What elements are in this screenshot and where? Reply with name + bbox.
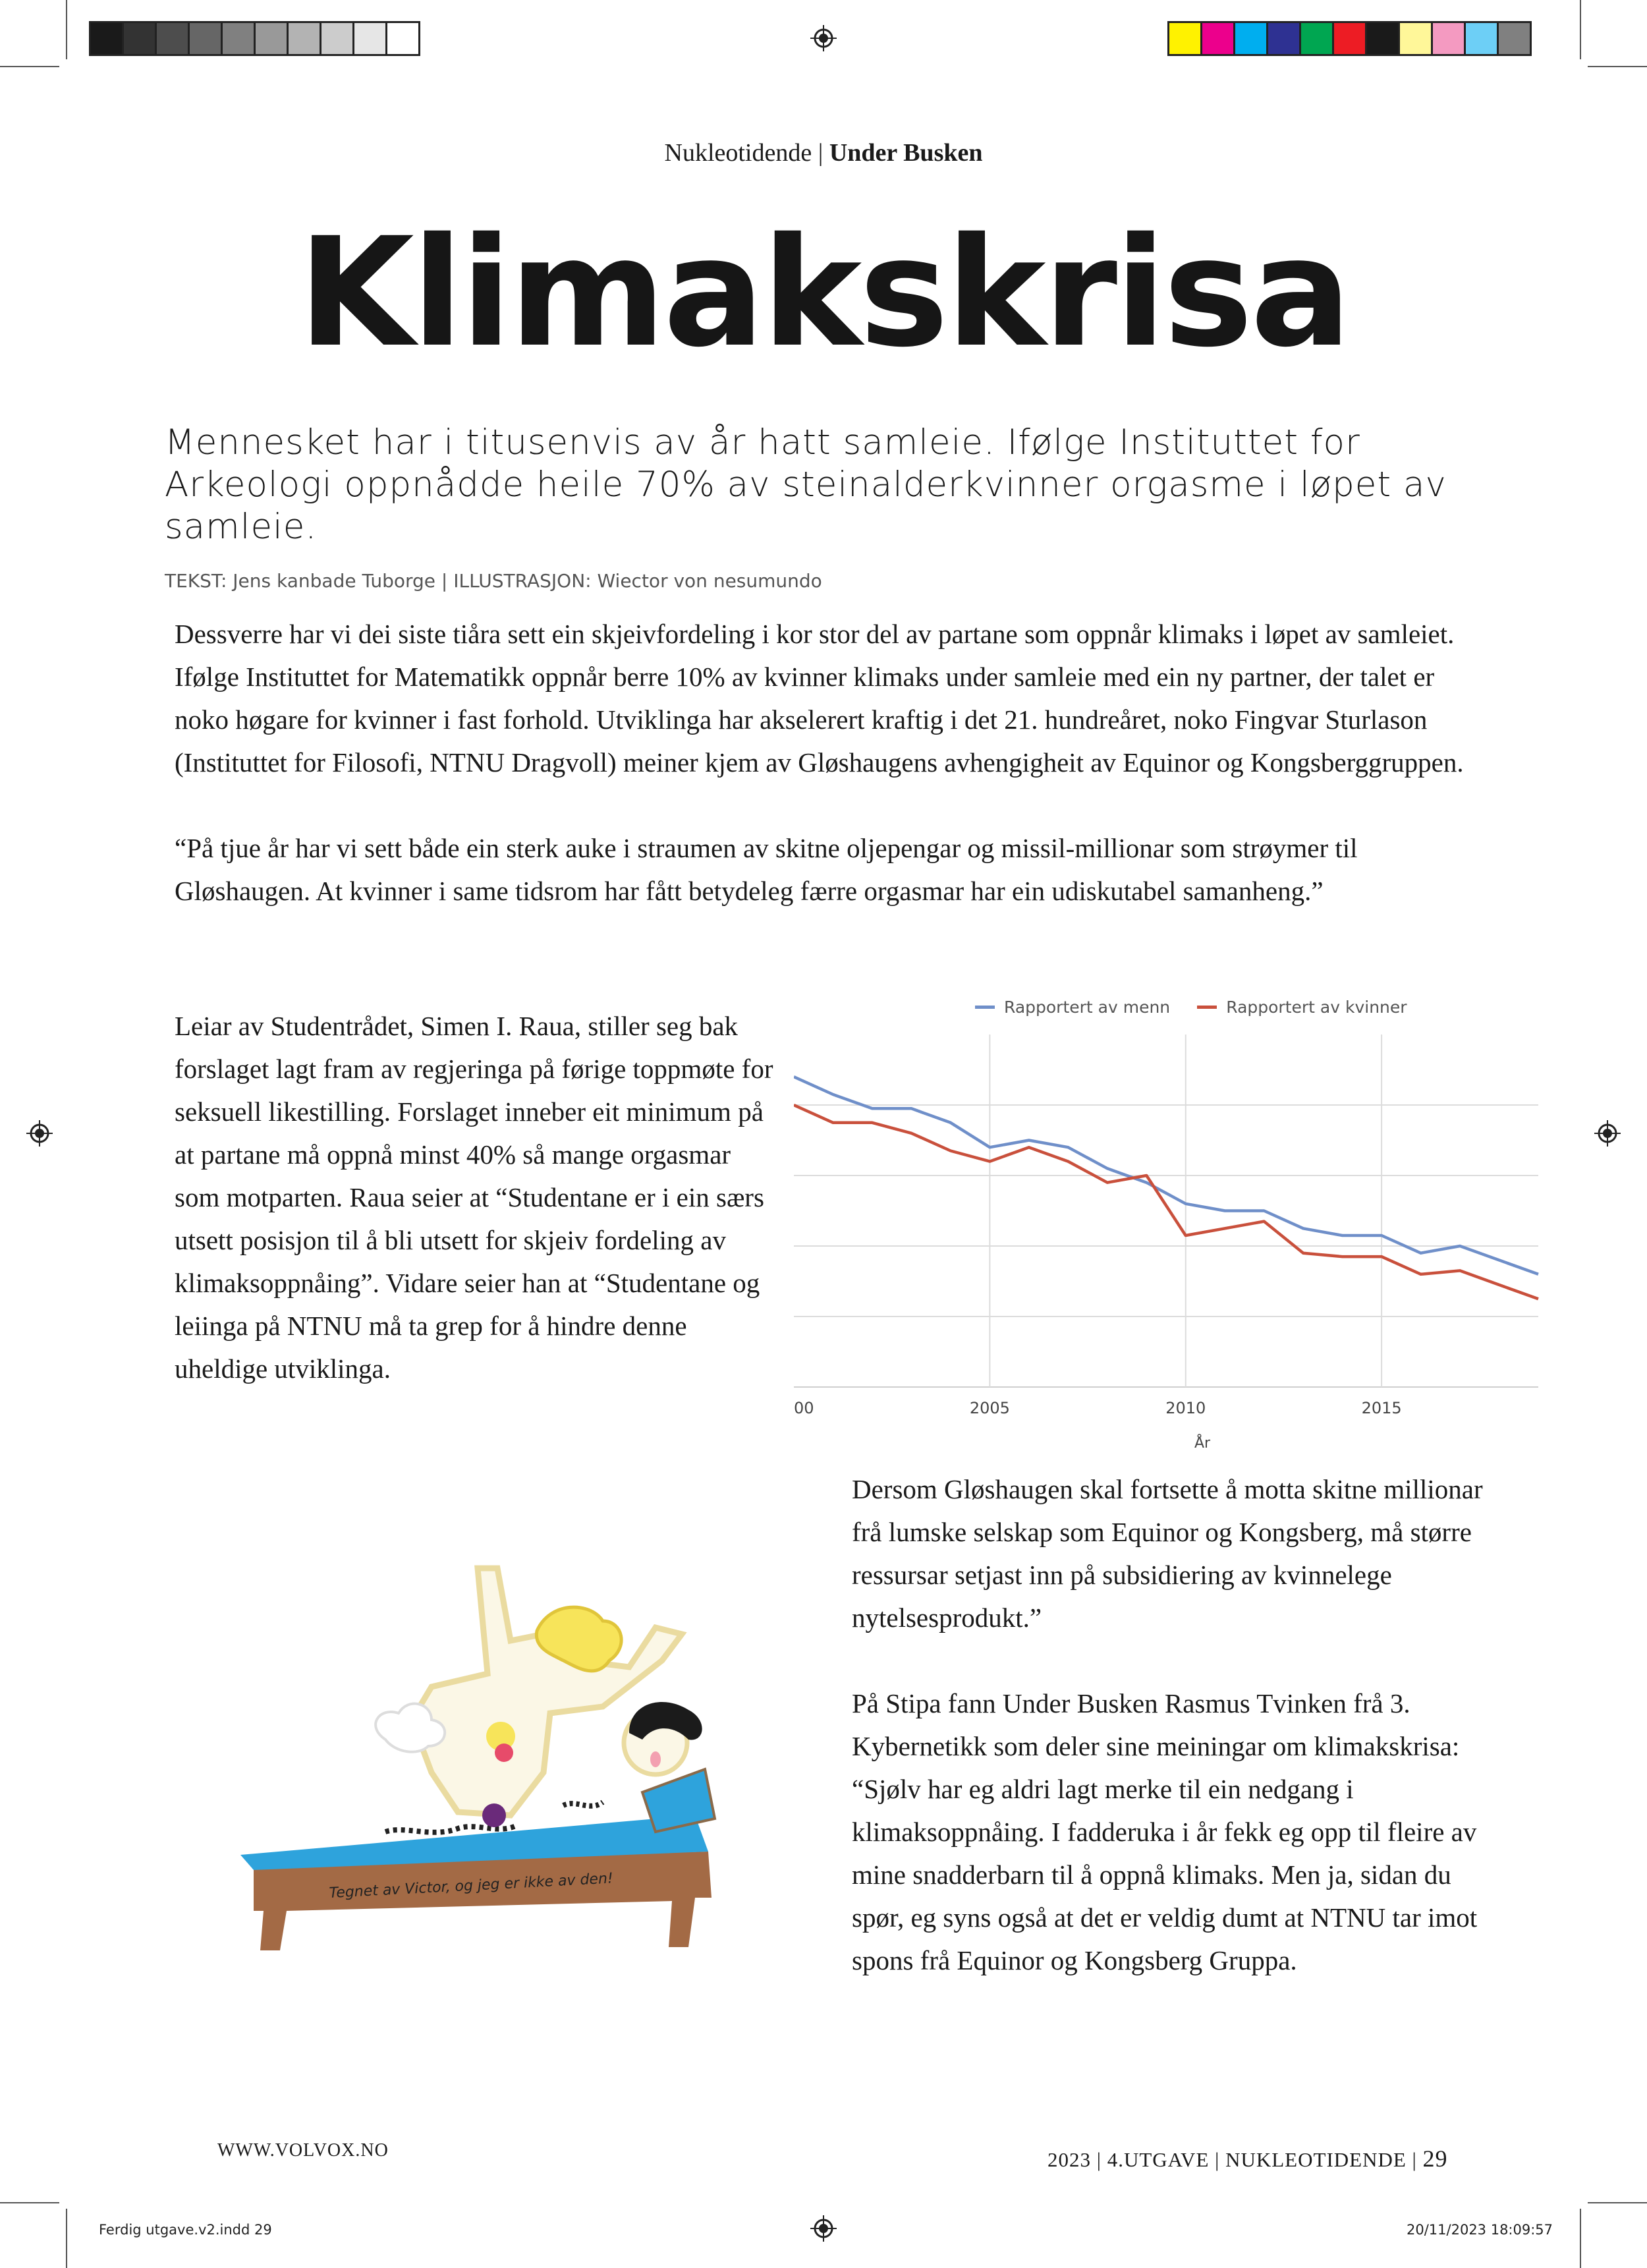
small-face (495, 1744, 513, 1762)
article-credit: TEKST: Jens kanbade Tuborge | ILLUSTRASJON: Wiector von nesumundo (165, 570, 822, 592)
section-header (0, 138, 1647, 167)
chart-x-tick-label: 2005 (969, 1399, 1010, 1417)
orgasm-trend-chart (794, 982, 1542, 1456)
color-swatch (1301, 23, 1334, 54)
color-swatch (1235, 23, 1268, 54)
chart-x-tick-label: 2015 (1361, 1399, 1402, 1417)
paragraph: På Stipa fann Under Busken Rasmus Tvinken frå 3. Kybernetikk som deler sine meiningar om klimakskrisa: “Sjølv har eg aldri lagt merke til ein nedgang i klimaksoppnåing. I fadderuka i år fekk eg opp til fleire av mine snadderbarn til å oppnå klimaks. Men ja, sidan du spør, eg syns også at det er veldig dumt at NTNU tar imot spons frå Equinor og Kongsberg Gruppa. (852, 1688, 1478, 1975)
footer-issue-info (1047, 2145, 1448, 2172)
paragraph: Leiar av Studentrådet, Simen I. Raua, stiller seg bak forslaget lagt fram av regjeringa på førige toppmøte for seksuell likestilling. Forslaget inneber eit minimum på at partane må oppnå minst 40% så mange orgasmar som motparten. Raua seier at “Studentane er i ein særs utsett posisjon til å bli utsett for skjeiv fordeling av klimaksoppnåing”. Vidare seier han at “Studentane og leiinga på NTNU må ta grep for å hindre denne uheldige utviklinga. (175, 1011, 773, 1384)
article-lead: Mennesket har i titusenvis av år hatt samleie. Ifølge Instituttet for Arkeologi oppnådde heile 70% av steinalderkvinner orgasme i løpet av samleie. (165, 422, 1447, 547)
chart-x-tick-label: 00 (794, 1399, 814, 1417)
color-swatch (1334, 23, 1367, 54)
pillow (642, 1769, 715, 1832)
chart-x-axis-label: År (1194, 1435, 1211, 1452)
page-number: 29 (1422, 2145, 1448, 2172)
color-swatch (1466, 23, 1499, 54)
header-separator: | (818, 139, 824, 167)
purple-spot (482, 1803, 506, 1827)
gray-swatch (387, 23, 418, 54)
gray-swatch (256, 23, 289, 54)
quote-paragraph: “På tjue år har vi sett både ein sterk auke i straumen av skitne oljepengar og missil-millionar som strøymer til Gløshaugen. At kvinner i same tidsrom har fått betydeleg færre orgasmar har ein udiskutabel samanheng.” (175, 833, 1358, 906)
article-right-column (852, 1468, 1497, 1982)
registration-mark-icon (810, 2215, 837, 2242)
footer-issue: 2023 | 4.UTGAVE | NUKLEOTIDENDE | (1047, 2148, 1417, 2171)
color-swatch (1400, 23, 1433, 54)
mouth (650, 1751, 661, 1767)
illustration-caption: Tegnet av Victor, og jeg er ikke av den! (329, 1870, 614, 1902)
gray-swatch (321, 23, 354, 54)
scribble (563, 1802, 603, 1806)
color-swatch (1433, 23, 1466, 54)
registration-mark-icon (26, 1120, 53, 1147)
legend-label-men: Rapportert av menn (1004, 998, 1171, 1017)
section-name: Under Busken (829, 139, 983, 167)
gray-swatch (91, 23, 124, 54)
standing-figure (412, 1568, 682, 1815)
gray-swatch (124, 23, 157, 54)
gray-swatch (354, 23, 387, 54)
slug-filename: Ferdig utgave.v2.indd 29 (99, 2222, 272, 2238)
color-swatch (1367, 23, 1400, 54)
slug-timestamp: 20/11/2023 18:09:57 (1407, 2222, 1553, 2238)
color-swatch (1268, 23, 1301, 54)
paragraph: Dersom Gløshaugen skal fortsette å motta skitne millionar frå lumske selskap som Equinor og Kongsberg, må større ressursar setjast inn på subsidiering av kvinnelege nytelsesprodukt.” (852, 1474, 1483, 1633)
bedroom-drawing-illustration (234, 1555, 735, 1950)
gray-swatch (157, 23, 190, 54)
chart-plot (794, 982, 1542, 1456)
cmyk-color-bar (1167, 21, 1532, 56)
registration-mark-icon (1594, 1120, 1621, 1147)
series-line-women (794, 1105, 1538, 1299)
color-swatch (1169, 23, 1202, 54)
gray-swatch (223, 23, 256, 54)
article-title: Klimakskrisa (298, 205, 1349, 380)
gray-swatch (289, 23, 321, 54)
color-swatch (1202, 23, 1235, 54)
publication-name: Nukleotidende (664, 139, 812, 167)
footer-url[interactable]: WWW.VOLVOX.NO (217, 2140, 389, 2161)
paragraph: Dessverre har vi dei siste tiåra sett ein skjeivfordeling i kor stor del av partane som oppnår klimaks i løpet av samleiet. Ifølge Instituttet for Matematikk oppnår berre 10% av kvinner klimaks under samleie med ein ny partner, der talet er noko høgare for kvinner i fast forhold. Utviklinga har akselerert kraftig i det 21. hundreåret, noko Fingvar Sturlason (Instituttet for Filosofi, NTNU Dragvoll) meiner kjem av Gløshaugens avhengigheit av Equinor og Kongsberggruppen. (175, 619, 1464, 778)
registration-mark-icon (810, 25, 837, 51)
color-swatch (1499, 23, 1530, 54)
chart-x-tick-label: 2010 (1165, 1399, 1206, 1417)
legend-label-women: Rapportert av kvinner (1226, 998, 1407, 1017)
grayscale-color-bar (89, 21, 420, 56)
article-intro (175, 613, 1466, 913)
gray-swatch (190, 23, 223, 54)
article-left-column (175, 1005, 781, 1390)
